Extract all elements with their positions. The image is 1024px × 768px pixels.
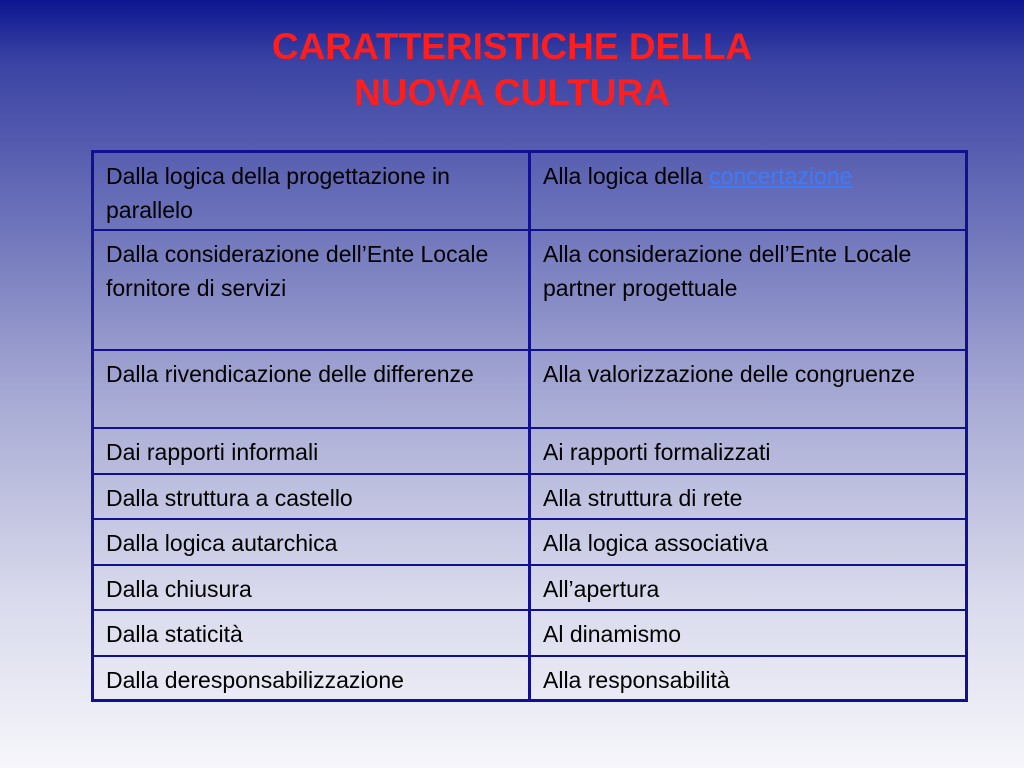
table-row — [93, 350, 967, 428]
table-row — [93, 519, 967, 565]
table-cell-right: All’apertura — [530, 565, 967, 610]
comparison-table — [91, 150, 968, 702]
table-cell-right: Alla struttura di rete — [530, 474, 967, 519]
table-cell-left: Dalla struttura a castello — [93, 474, 530, 519]
table-cell-left: Dalla logica autarchica — [93, 519, 530, 565]
slide-title — [0, 24, 1024, 116]
concertazione-link[interactable]: concertazione — [709, 163, 853, 189]
table-cell-right: Alla responsabilità — [530, 656, 967, 701]
table-cell-left: Dalla staticità — [93, 610, 530, 656]
table-cell-left: Dai rapporti informali — [93, 428, 530, 474]
table-row — [93, 474, 967, 519]
table-cell-right — [530, 152, 967, 230]
table-cell-left: Dalla rivendicazione delle differenze — [93, 350, 530, 428]
table-cell-right: Al dinamismo — [530, 610, 967, 656]
table-cell-left: Dalla considerazione dell’Ente Locale fornitore di servizi — [93, 230, 530, 350]
title-line-1: CARATTERISTICHE DELLA — [271, 26, 753, 67]
cell-text: Alla logica della — [543, 163, 710, 189]
table-cell-left: Dalla chiusura — [93, 565, 530, 610]
table-row — [93, 610, 967, 656]
table-cell-right: Ai rapporti formalizzati — [530, 428, 967, 474]
table-cell-left: Dalla logica della progettazione in parallelo — [93, 152, 530, 230]
title-line-2: NUOVA CULTURA — [354, 72, 670, 113]
table-cell-right: Alla considerazione dell’Ente Locale partner progettuale — [530, 230, 967, 350]
table-row — [93, 656, 967, 701]
table-cell-left: Dalla deresponsabilizzazione — [93, 656, 530, 701]
table-row — [93, 565, 967, 610]
table-cell-right: Alla valorizzazione delle congruenze — [530, 350, 967, 428]
table-cell-right: Alla logica associativa — [530, 519, 967, 565]
table-row — [93, 230, 967, 350]
table-row — [93, 428, 967, 474]
table-row — [93, 152, 967, 230]
